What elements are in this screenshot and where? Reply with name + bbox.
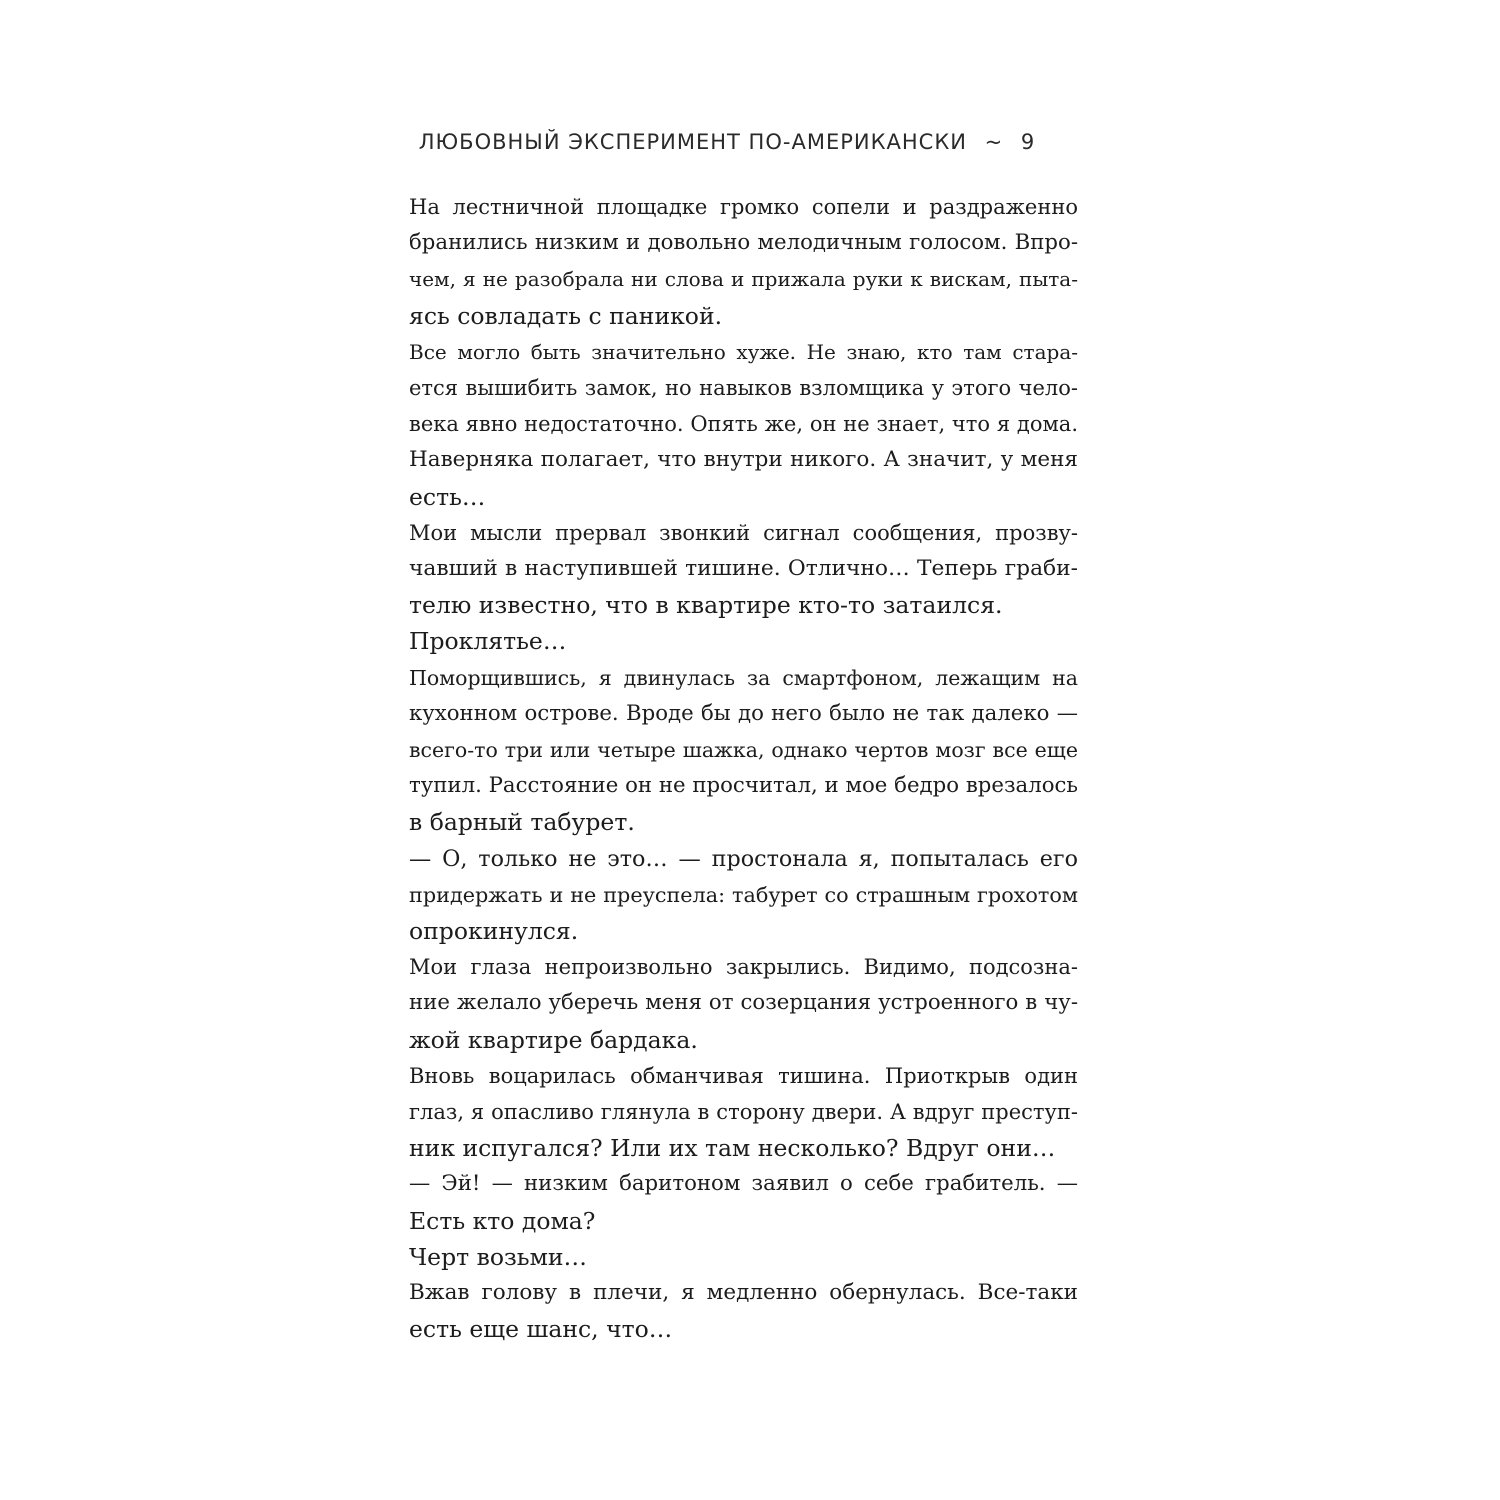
- paragraph: [376, 660, 1078, 841]
- text-line: века явно недостаточно. Опять же, он не знает, что я дома.: [409, 412, 1078, 437]
- text-line: Поморщившись, я двинулась за смартфоном, лежащим на: [409, 665, 1078, 690]
- text-line: всего-то три или четыре шажка, однако чертов мозг все еще: [409, 738, 1078, 763]
- body-text: [376, 189, 1078, 1348]
- text-line: придержать и не преуспела: табурет со страшным грохотом: [409, 882, 1078, 907]
- text-line: Проклятье…: [409, 627, 567, 656]
- paragraph: [376, 1275, 1078, 1347]
- text-line: кухонном острове. Вроде бы до него было не так далеко —: [409, 700, 1078, 726]
- text-line: телю известно, что в квартире кто-то затаился.: [409, 591, 1003, 620]
- text-line: Все могло быть значительно хуже. Не знаю, кто там стара-: [409, 339, 1078, 364]
- text-line: чавший в наступившей тишине. Отлично… Теперь граби-: [409, 556, 1078, 582]
- text-line: Есть кто дома?: [409, 1206, 596, 1235]
- header-separator: ~: [984, 130, 1004, 154]
- paragraph: [376, 623, 1078, 659]
- text-line: бранились низким и довольно мелодичным голосом. Впро-: [409, 230, 1078, 256]
- text-line: — Эй! — низким баритоном заявил о себе грабитель. —: [409, 1171, 1078, 1197]
- text-line: Наверняка полагает, что внутри никого. А значит, у меня: [409, 447, 1078, 473]
- text-line: Черт возьми…: [409, 1242, 588, 1271]
- paragraph: [376, 949, 1078, 1058]
- paragraph: [376, 841, 1078, 950]
- paragraph: [376, 1239, 1078, 1275]
- paragraph: [376, 1166, 1078, 1238]
- running-title: ЛЮБОВНЫЙ ЭКСПЕРИМЕНТ ПО-АМЕРИКАНСКИ: [418, 130, 967, 154]
- paragraph: [376, 515, 1078, 624]
- page-number: 9: [1020, 130, 1036, 154]
- running-head: [376, 124, 1078, 160]
- text-line: Вновь воцарилась обманчивая тишина. Приоткрыв один: [409, 1063, 1078, 1088]
- text-line: — О, только не это… — простонала я, попыталась его: [409, 845, 1078, 872]
- text-line: глаз, я опасливо глянула в сторону двери. А вдруг преступ-: [409, 1100, 1078, 1125]
- paragraph: [376, 1058, 1078, 1167]
- text-line: тупил. Расстояние он не просчитал, и мое бедро врезалось: [409, 773, 1078, 799]
- text-line: Мои глаза непроизвольно закрылись. Видимо, подсозна-: [409, 955, 1078, 980]
- text-line: ется вышибить замок, но навыков взломщика у этого чело-: [409, 376, 1078, 401]
- text-line: есть…: [409, 482, 486, 511]
- paragraph: [376, 334, 1078, 515]
- text-line: На лестничной площадке громко сопели и раздраженно: [409, 195, 1078, 219]
- text-line: в барный табурет.: [409, 808, 635, 837]
- text-line: Мои мысли прервал звонкий сигнал сообщения, прозву-: [409, 520, 1078, 545]
- text-line: чем, я не разобрала ни слова и прижала руки к вискам, пыта-: [409, 267, 1078, 292]
- text-line: Вжав голову в плечи, я медленно обернулась. Все-таки: [409, 1280, 1078, 1306]
- paragraph: [376, 189, 1078, 334]
- text-line: опрокинулся.: [409, 917, 579, 946]
- text-line: ние желало уберечь меня от созерцания устроенного в чу-: [409, 990, 1078, 1016]
- text-line: жой квартире бардака.: [409, 1025, 698, 1054]
- text-line: ник испугался? Или их там несколько? Вдруг они…: [409, 1134, 1056, 1163]
- text-line: есть еще шанс, что…: [409, 1315, 673, 1344]
- text-line: ясь совладать с паникой.: [409, 301, 723, 330]
